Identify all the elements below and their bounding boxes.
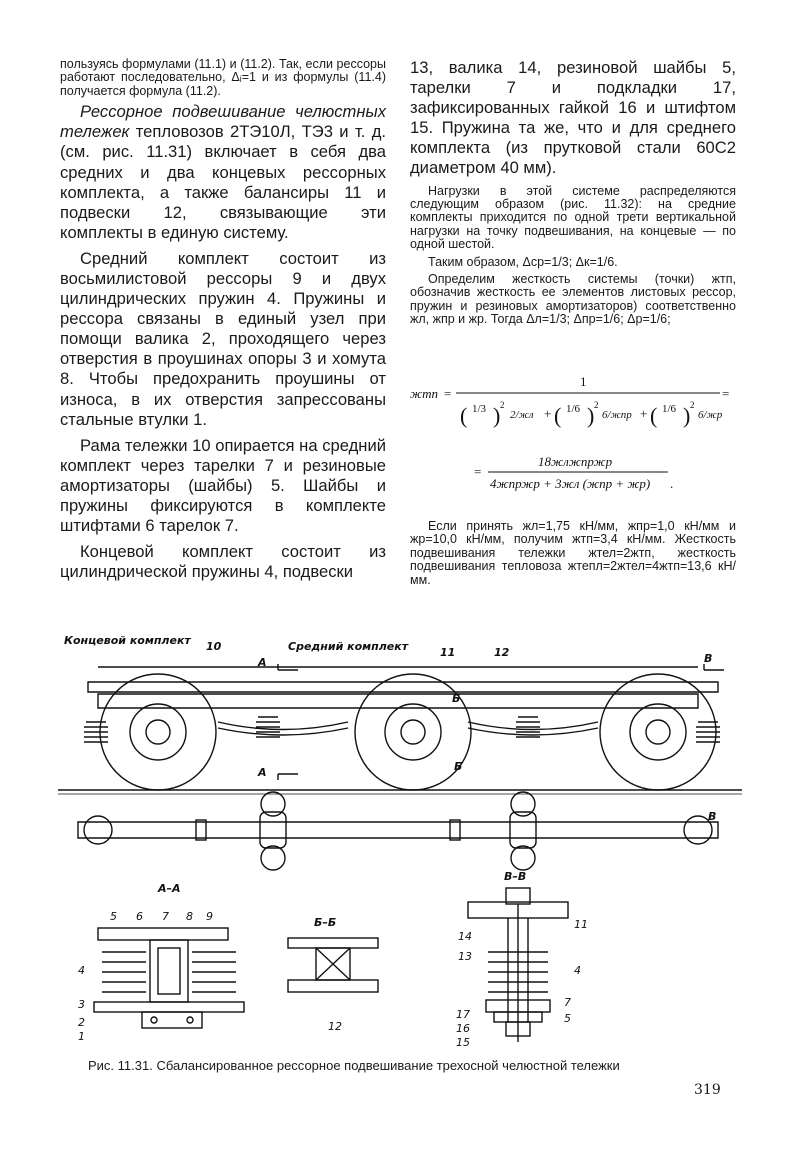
plan-view (78, 792, 718, 870)
svg-text:(: ( (650, 403, 658, 428)
formula-frac-6-zr: 6/жр (698, 409, 723, 421)
side-view (58, 664, 742, 794)
page-number: 319 (694, 1082, 721, 1098)
right-text-column (410, 58, 736, 331)
svg-text:(: ( (554, 403, 562, 428)
svg-text:): ) (587, 403, 595, 428)
section-vv (468, 888, 568, 1042)
label-17-vv: 17 (456, 1008, 470, 1021)
label-3-aa: 3 (78, 998, 85, 1011)
suspension-drawing (58, 622, 742, 1057)
formula-eq1: = (444, 386, 452, 401)
svg-text:2: 2 (594, 400, 599, 410)
label-14-vv: 14 (458, 930, 472, 943)
formula-frac-1-3: 1/3 (472, 403, 487, 415)
formula-frac-2-zl: 2/жл (510, 409, 534, 421)
stiffness-formula (410, 368, 736, 496)
svg-text:+: + (640, 406, 648, 421)
paragraph-load-distribution: Нагрузки в этой системе распределяются следующим образом (рис. 11.32): на средние комплекты приходится по одной трети вертикальной нагрузки на точку подвешивания, на концевые — по одной шестой. (410, 183, 736, 252)
formula-frac-1-6a: 1/6 (566, 403, 581, 415)
label-1-aa: 1 (78, 1030, 85, 1043)
formula-lhs: жтп (410, 386, 438, 401)
label-16-vv: 16 (456, 1022, 470, 1035)
label-9-aa: 9 (206, 910, 213, 923)
label-A-bottom: А (258, 766, 267, 779)
paragraph-suspension-intro (60, 102, 386, 243)
label-section-aa: А–А (158, 882, 181, 895)
svg-text:2: 2 (690, 400, 695, 410)
label-B-top: Б (452, 692, 461, 705)
section-aa (94, 928, 244, 1028)
label-end-set: Концевой комплект (64, 634, 191, 647)
label-13-vv: 13 (458, 950, 472, 963)
label-6-aa: 6 (136, 910, 143, 923)
label-10: 10 (206, 640, 222, 653)
paragraph-suspension-intro-rest: тепловозов 2ТЭ10Л, ТЭ3 и т. д. (см. рис. 11.31) включает в себя два средних и два концевых рессорных комплекта, а также балансиры 11 и подвески 12, связывающие эти комплекты в единую систему. (60, 122, 386, 242)
label-12-top: 12 (494, 646, 510, 659)
right-bottom-text (410, 520, 736, 591)
figure-caption: Рис. 11.31. Сбалансированное рессорное подвешивание трехосной челюстной тележки (88, 1058, 620, 1073)
paragraph-stiffness-def: Определим жесткость системы (точки) жтп, обозначив жесткость ее элементов листовых рессор, пружин и резиновых амортизаторов) соответственно жл, жпр и жр. Тогда Δл=1/3; Δпр=1/6; Δр=1/6; (410, 272, 736, 327)
paragraph-delta-values: Таким образом, Δср=1/3; Δк=1/6. (428, 254, 618, 269)
label-12-bb: 12 (328, 1020, 342, 1033)
paragraph-frame-support: Рама тележки 10 опирается на средний комплект через тарелки 7 и резиновые амортизаторы (шайбы) 5. Шайбы и пружины фиксируются в комплекте штифтами 6 тарелок 7. (60, 435, 386, 536)
svg-text:.: . (670, 476, 674, 491)
svg-text:(: ( (460, 403, 468, 428)
label-5-aa: 5 (110, 910, 117, 923)
svg-text:): ) (493, 403, 501, 428)
paragraph-end-set: Концевой комплект состоит из цилиндрической пружины 4, подвески (60, 542, 386, 582)
formula-numerator: 1 (580, 374, 587, 389)
svg-text:): ) (683, 403, 691, 428)
paragraph-middle-set: Средний комплект состоит из восьмилистовой рессоры 9 и двух цилиндрических пружин 4. Пружины и рессора связаны в единый узел при помощи валика 2, проходящего через отверстия в проушинах опоры 3 и хомута 8. Чтобы предохранить проушины от износа, в их отверстия запрессованы стальные втулки 1. (60, 248, 386, 429)
svg-text:+: + (544, 406, 552, 421)
label-V-plan: В (708, 810, 717, 823)
label-15-vv: 15 (456, 1036, 470, 1049)
label-4-aa: 4 (78, 964, 85, 977)
formula-num2: 18жлжпржр (538, 454, 613, 469)
label-7-aa: 7 (162, 910, 169, 923)
paragraph-numeric-example: Если принять жл=1,75 кН/мм, жпр=1,0 кН/мм и жр=10,0 кН/мм, получим жтп=3,4 кН/мм. Жесткость подвешивания тележки жтел=2жтп, жесткость подвешивания тепловоза жтепл=2жтел=4жтп=13,6 кН/мм. (410, 519, 736, 587)
label-section-bb: Б–Б (314, 916, 337, 929)
formula-den2: 4жпржр + 3жл (жпр + жр) (490, 476, 651, 491)
label-7-vv: 7 (564, 996, 571, 1009)
label-5-vv: 5 (564, 1012, 571, 1025)
svg-text:2: 2 (500, 400, 505, 410)
paragraph-formula-note: пользуясь формулами (11.1) и (11.2). Так, если рессоры работают последовательно, Δᵢ=1 и из формулы (11.4) получается формула (11.2). (60, 57, 386, 98)
label-mid-set: Средний комплект (288, 640, 409, 653)
label-11-vv: 11 (574, 918, 588, 931)
label-8-aa: 8 (186, 910, 193, 923)
label-A-top: А (258, 656, 267, 669)
label-4-vv: 4 (574, 964, 581, 977)
label-section-vv: В–В (504, 870, 527, 883)
label-11-top: 11 (440, 646, 456, 659)
formula-frac-6-zpr: 6/жпр (602, 409, 632, 421)
formula-frac-1-6b: 1/6 (662, 403, 677, 415)
italic-term: Рессорное подвешивание челюстных тележек (60, 102, 386, 142)
label-2-aa: 2 (78, 1016, 85, 1029)
left-text-column (60, 58, 386, 588)
paragraph-end-set-continued: 13, валика 14, резиновой шайбы 5, тарелки 7 и подкладки 17, зафиксированных гайкой 16 и штифтом 15. Пружина та же, что и для среднего комплекта (из прутковой стали 60С2 диаметром 40 мм). (410, 58, 736, 178)
formula-eq2: = (722, 386, 730, 401)
label-B-bottom: Б (454, 760, 463, 773)
label-V-top: В (704, 652, 713, 665)
svg-text:=: = (474, 464, 482, 479)
section-bb (288, 938, 378, 992)
